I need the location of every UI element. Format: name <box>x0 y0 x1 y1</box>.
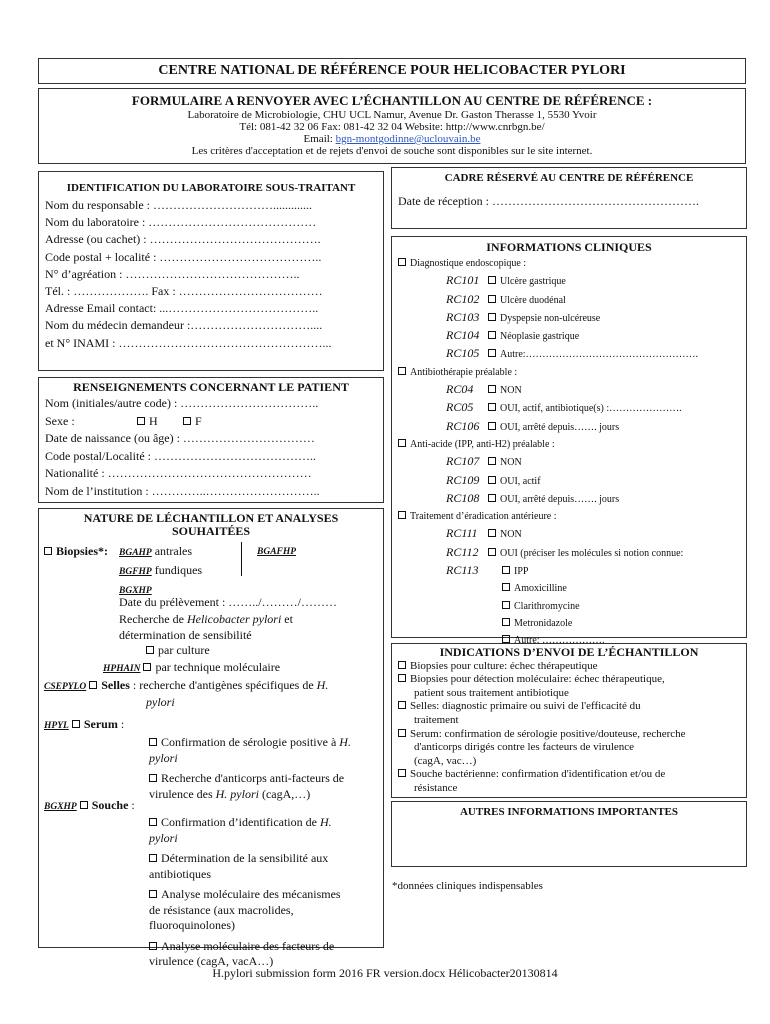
rc-code: RC112 <box>446 544 479 559</box>
date-prelevement-field[interactable]: Date du prélèvement : ……../………/……… <box>119 595 337 609</box>
souche-checkbox[interactable] <box>80 801 88 809</box>
lab-id-field[interactable]: Tél. : ………………. Fax : ……………………………… <box>45 284 323 299</box>
lab-email <box>39 133 745 145</box>
rc-code: RC05 <box>446 400 474 415</box>
serum-checkbox[interactable] <box>72 720 80 728</box>
email-link[interactable]: bgn-montgodinne@uclouvain.be <box>335 133 481 145</box>
lab-contact: Tél: 081-42 32 06 Fax: 081-42 32 04 Website: http://www.cnrbgn.be/ <box>239 121 545 133</box>
lab-id-field[interactable]: et N° INAMI : ……………………………………………... <box>45 335 332 350</box>
clinical-option: RC111 NON <box>398 525 740 543</box>
molecular-option: HPHAIN par technique moléculaire <box>103 660 281 674</box>
indication-item: Serum: confirmation de sérologie positive/douteuse, recherche <box>398 728 740 742</box>
rc-code: RC108 <box>446 490 480 505</box>
serum-virulence-checkbox[interactable] <box>149 774 157 782</box>
souche-row: BGXHP Souche : <box>44 798 135 812</box>
rc-code: RC103 <box>446 309 480 324</box>
sex-h-checkbox[interactable] <box>137 417 145 425</box>
clinical-option: RC04 NON <box>398 381 740 399</box>
lab-id-field[interactable]: Nom du laboratoire : …………………………………… <box>45 215 317 230</box>
souche-virulence-checkbox[interactable] <box>149 942 157 950</box>
lab-address: Laboratoire de Microbiologie, CHU UCL Namur, Avenue Dr. Gaston Therasse 1, 5530 Yvoir <box>187 109 597 121</box>
option-checkbox[interactable] <box>488 457 496 465</box>
clinical-option: RC101 Ulcère gastrique <box>398 272 740 290</box>
clinical-question: Diagnostique endoscopique : <box>398 255 740 272</box>
note-text: *données cliniques indispensables <box>392 880 543 892</box>
drug-checkbox[interactable] <box>502 583 510 591</box>
indication-item: d'anticorps dirigés contre les facteurs de virulence <box>414 741 635 754</box>
question-checkbox[interactable] <box>398 439 406 447</box>
clinical-option: RC05 OUI, actif, antibiotique(s) :…………………. <box>398 399 740 417</box>
clinical-option: RC105 Autre:……………………………………………. <box>398 345 740 363</box>
rc-code: RC102 <box>446 291 480 306</box>
indication-item: Souche bactérienne: confirmation d'identification et/ou de <box>398 768 740 782</box>
page-title: CENTRE NATIONAL DE RÉFÉRENCE POUR HELICOBACTER PYLORI <box>38 58 746 84</box>
indication-checkbox[interactable] <box>398 674 406 682</box>
rc-code: RC107 <box>446 454 480 469</box>
rc-code: RC104 <box>446 328 480 343</box>
lab-id-section <box>38 171 384 371</box>
lab-id-field[interactable]: Adresse Email contact: ...……………………………….. <box>45 301 319 316</box>
code-bgafhp: BGAFHP <box>257 547 297 557</box>
sex-f-checkbox[interactable] <box>183 417 191 425</box>
clinical-option: RC104 Néoplasie gastrique <box>398 327 740 345</box>
patient-title: RENSEIGNEMENTS CONCERNANT LE PATIENT <box>73 380 349 394</box>
indication-checkbox[interactable] <box>398 729 406 737</box>
indication-item: (cagA, vac…) <box>414 754 477 767</box>
option-checkbox[interactable] <box>488 403 496 411</box>
option-checkbox[interactable] <box>488 422 496 430</box>
culture-checkbox[interactable] <box>146 646 154 654</box>
patient-field[interactable]: Nom de l’institution : …………..……………………….. <box>45 483 320 498</box>
option-checkbox[interactable] <box>488 295 496 303</box>
indication-item: Biopsies pour détection moléculaire: échec thérapeutique, <box>398 673 740 687</box>
souche-confirm-checkbox[interactable] <box>149 818 157 826</box>
indications-title: INDICATIONS D’ENVOI DE L’ÉCHANTILLON <box>439 645 699 659</box>
biopsy-details: Date du prélèvement : ……../………/……… Recherche de Helicobacter pylori et détermination de sensibilité <box>119 594 379 644</box>
rc-code: RC105 <box>446 346 480 361</box>
question-checkbox[interactable] <box>398 511 406 519</box>
souche-resistance-checkbox[interactable] <box>149 890 157 898</box>
lab-id-field[interactable]: Adresse (ou cachet) : ……………………………………. <box>45 232 321 247</box>
selles-pylori: pylori <box>146 695 175 709</box>
patient-fields <box>45 395 377 500</box>
biopsies-options: BGAHP antrales BGFHP fundiques BGXHP <box>119 544 203 596</box>
autres-section[interactable] <box>391 801 747 867</box>
patient-section <box>38 377 384 503</box>
email-label: Email: <box>303 133 336 145</box>
clinical-option: RC112 OUI (préciser les molécules si notion connue: <box>398 544 740 562</box>
rc-code: RC109 <box>446 472 480 487</box>
lab-id-fields <box>45 197 377 352</box>
sex-label: Sexe : <box>45 413 75 428</box>
option-checkbox[interactable] <box>488 331 496 339</box>
indication-checkbox[interactable] <box>398 661 406 669</box>
reserved-title: CADRE RÉSERVÉ AU CENTRE DE RÉFÉRENCE <box>444 172 694 184</box>
clinical-section <box>391 236 747 647</box>
option-checkbox[interactable] <box>488 385 496 393</box>
rc-code: RC04 <box>446 382 474 397</box>
culture-option: par culture <box>146 642 210 659</box>
question-checkbox[interactable] <box>398 258 406 266</box>
serum-row: HPYL Serum : <box>44 717 125 731</box>
souche-options: Confirmation d’identification de H. pylori Détermination de la sensibilité aux antibiotiques Analyse moléculaire des mécanismes de résistance (aux macrolides, fluoroquinolones) Analyse moléculaire des facteurs de virulence (cagA, vacA…) <box>149 815 341 968</box>
form-title: FORMULAIRE A RENVOYER AVEC L’ÉCHANTILLON AU CENTRE DE RÉFÉRENCE : <box>131 93 653 108</box>
clinical-option: RC106 OUI, arrêté depuis……. jours <box>398 418 740 436</box>
lab-id-field[interactable]: Nom du médecin demandeur :………………………….... <box>45 318 323 333</box>
brace-icon <box>234 542 242 576</box>
lab-id-title: IDENTIFICATION DU LABORATOIRE SOUS-TRAITANT <box>66 182 356 194</box>
clinical-title: INFORMATIONS CLINIQUES <box>486 240 652 254</box>
clinical-option: RC108 OUI, arrêté depuis……. jours <box>398 490 740 508</box>
question-checkbox[interactable] <box>398 367 406 375</box>
patient-field[interactable]: Date de naissance (ou âge) : …………………………… <box>45 431 315 445</box>
indication-item: patient sous traitement antibiotique <box>414 686 569 699</box>
clinical-question: Antibiothérapie préalable : <box>398 364 740 381</box>
souche-sensibilite-checkbox[interactable] <box>149 854 157 862</box>
autres-title: AUTRES INFORMATIONS IMPORTANTES <box>459 806 678 818</box>
patient-field[interactable]: Code postal/Localité : ………………………………….. <box>45 448 316 463</box>
rc-code: RC101 <box>446 273 480 288</box>
lab-id-field[interactable]: N° d’agréation : …………………………………….. <box>45 266 300 281</box>
criteria-text: Les critères d'acceptation et de rejets d'envoi de souche sont disponibles sur le site internet. <box>191 145 593 157</box>
rc-code: RC106 <box>446 418 480 433</box>
biopsies-checkbox[interactable] <box>44 547 52 555</box>
sex-f-label: F <box>195 413 202 428</box>
clinical-option: RC103 Dyspepsie non-ulcéreuse <box>398 309 740 327</box>
option-checkbox[interactable] <box>488 313 496 321</box>
indication-item: traitement <box>414 713 459 726</box>
clinical-question: Traitement d’éradication antérieure : <box>398 508 740 525</box>
drug-checkbox[interactable] <box>502 601 510 609</box>
option-checkbox[interactable] <box>488 276 496 284</box>
indication-item: résistance <box>414 781 458 794</box>
drug-checkbox[interactable] <box>502 618 510 626</box>
clinical-question: Anti-acide (IPP, anti-H2) préalable : <box>398 436 740 453</box>
selles-row: CSEPYLO Selles : recherche d'antigènes spécifiques de H. <box>44 678 329 692</box>
code-bgahp: BGAHP <box>119 548 152 558</box>
code-bgxhp: BGXHP <box>119 586 152 596</box>
clinical-option: RC107 NON <box>398 453 740 471</box>
patient-sex-field <box>45 413 377 431</box>
code-bgfhp: BGFHP <box>119 567 152 577</box>
clinical-option: RC109 OUI, actif <box>398 472 740 490</box>
serum-confirm-checkbox[interactable] <box>149 738 157 746</box>
option-checkbox[interactable] <box>488 494 496 502</box>
drug-option: Autre: ………………. <box>398 632 740 649</box>
clinical-option: RC113 IPP <box>398 562 740 580</box>
clinical-fields <box>398 255 740 650</box>
biopsies-row: Biopsies*: <box>44 543 108 560</box>
indication-checkbox[interactable] <box>398 701 406 709</box>
rc-code: RC113 <box>446 563 479 578</box>
nature-section <box>38 508 384 968</box>
footer-text: H.pylori submission form 2016 FR version.docx Hélicobacter20130814 <box>212 966 558 980</box>
selles-checkbox[interactable] <box>89 681 97 689</box>
lab-id-field[interactable]: Code postal + localité : ………………………………….. <box>45 249 322 264</box>
reserved-section <box>391 167 747 229</box>
patient-name-field[interactable]: Nom (initiales/autre code) : …………………………….. <box>45 396 319 410</box>
indications-section <box>391 643 747 798</box>
option-checkbox[interactable] <box>488 548 496 556</box>
drug-option: Metronidazole <box>398 615 740 632</box>
indication-item: Selles: diagnostic primaire ou suivi de l'efficacité du <box>398 700 740 714</box>
header-box <box>38 88 746 164</box>
option-checkbox[interactable] <box>488 476 496 484</box>
drug-option: Clarithromycine <box>398 598 740 615</box>
indications-list <box>398 660 740 796</box>
drug-option: Amoxicilline <box>398 580 740 597</box>
patient-field[interactable]: Nationalité : …………………………………………… <box>45 466 312 480</box>
clinical-option: RC102 Ulcère duodénal <box>398 291 740 309</box>
lab-id-field[interactable]: Nom du responsable : …………………………............. <box>45 198 312 212</box>
nature-title: NATURE DE LÉCHANTILLON ET ANALYSES SOUHAITÉES <box>83 511 339 538</box>
ipp-checkbox[interactable] <box>502 566 510 574</box>
indication-checkbox[interactable] <box>398 769 406 777</box>
serum-options: Confirmation de sérologie positive à H. pylori Recherche d'anticorps anti-facteurs de virulence des H. pylori (cagA,…) <box>149 735 351 801</box>
indication-item: Biopsies pour culture: échec thérapeutique <box>398 660 740 674</box>
molecular-checkbox[interactable] <box>143 663 151 671</box>
option-checkbox[interactable] <box>488 349 496 357</box>
reception-date-field[interactable]: Date de réception : ……………………………………………. <box>398 194 699 208</box>
option-checkbox[interactable] <box>488 529 496 537</box>
sex-h-label: H <box>149 413 158 428</box>
rc-code: RC111 <box>446 526 478 541</box>
